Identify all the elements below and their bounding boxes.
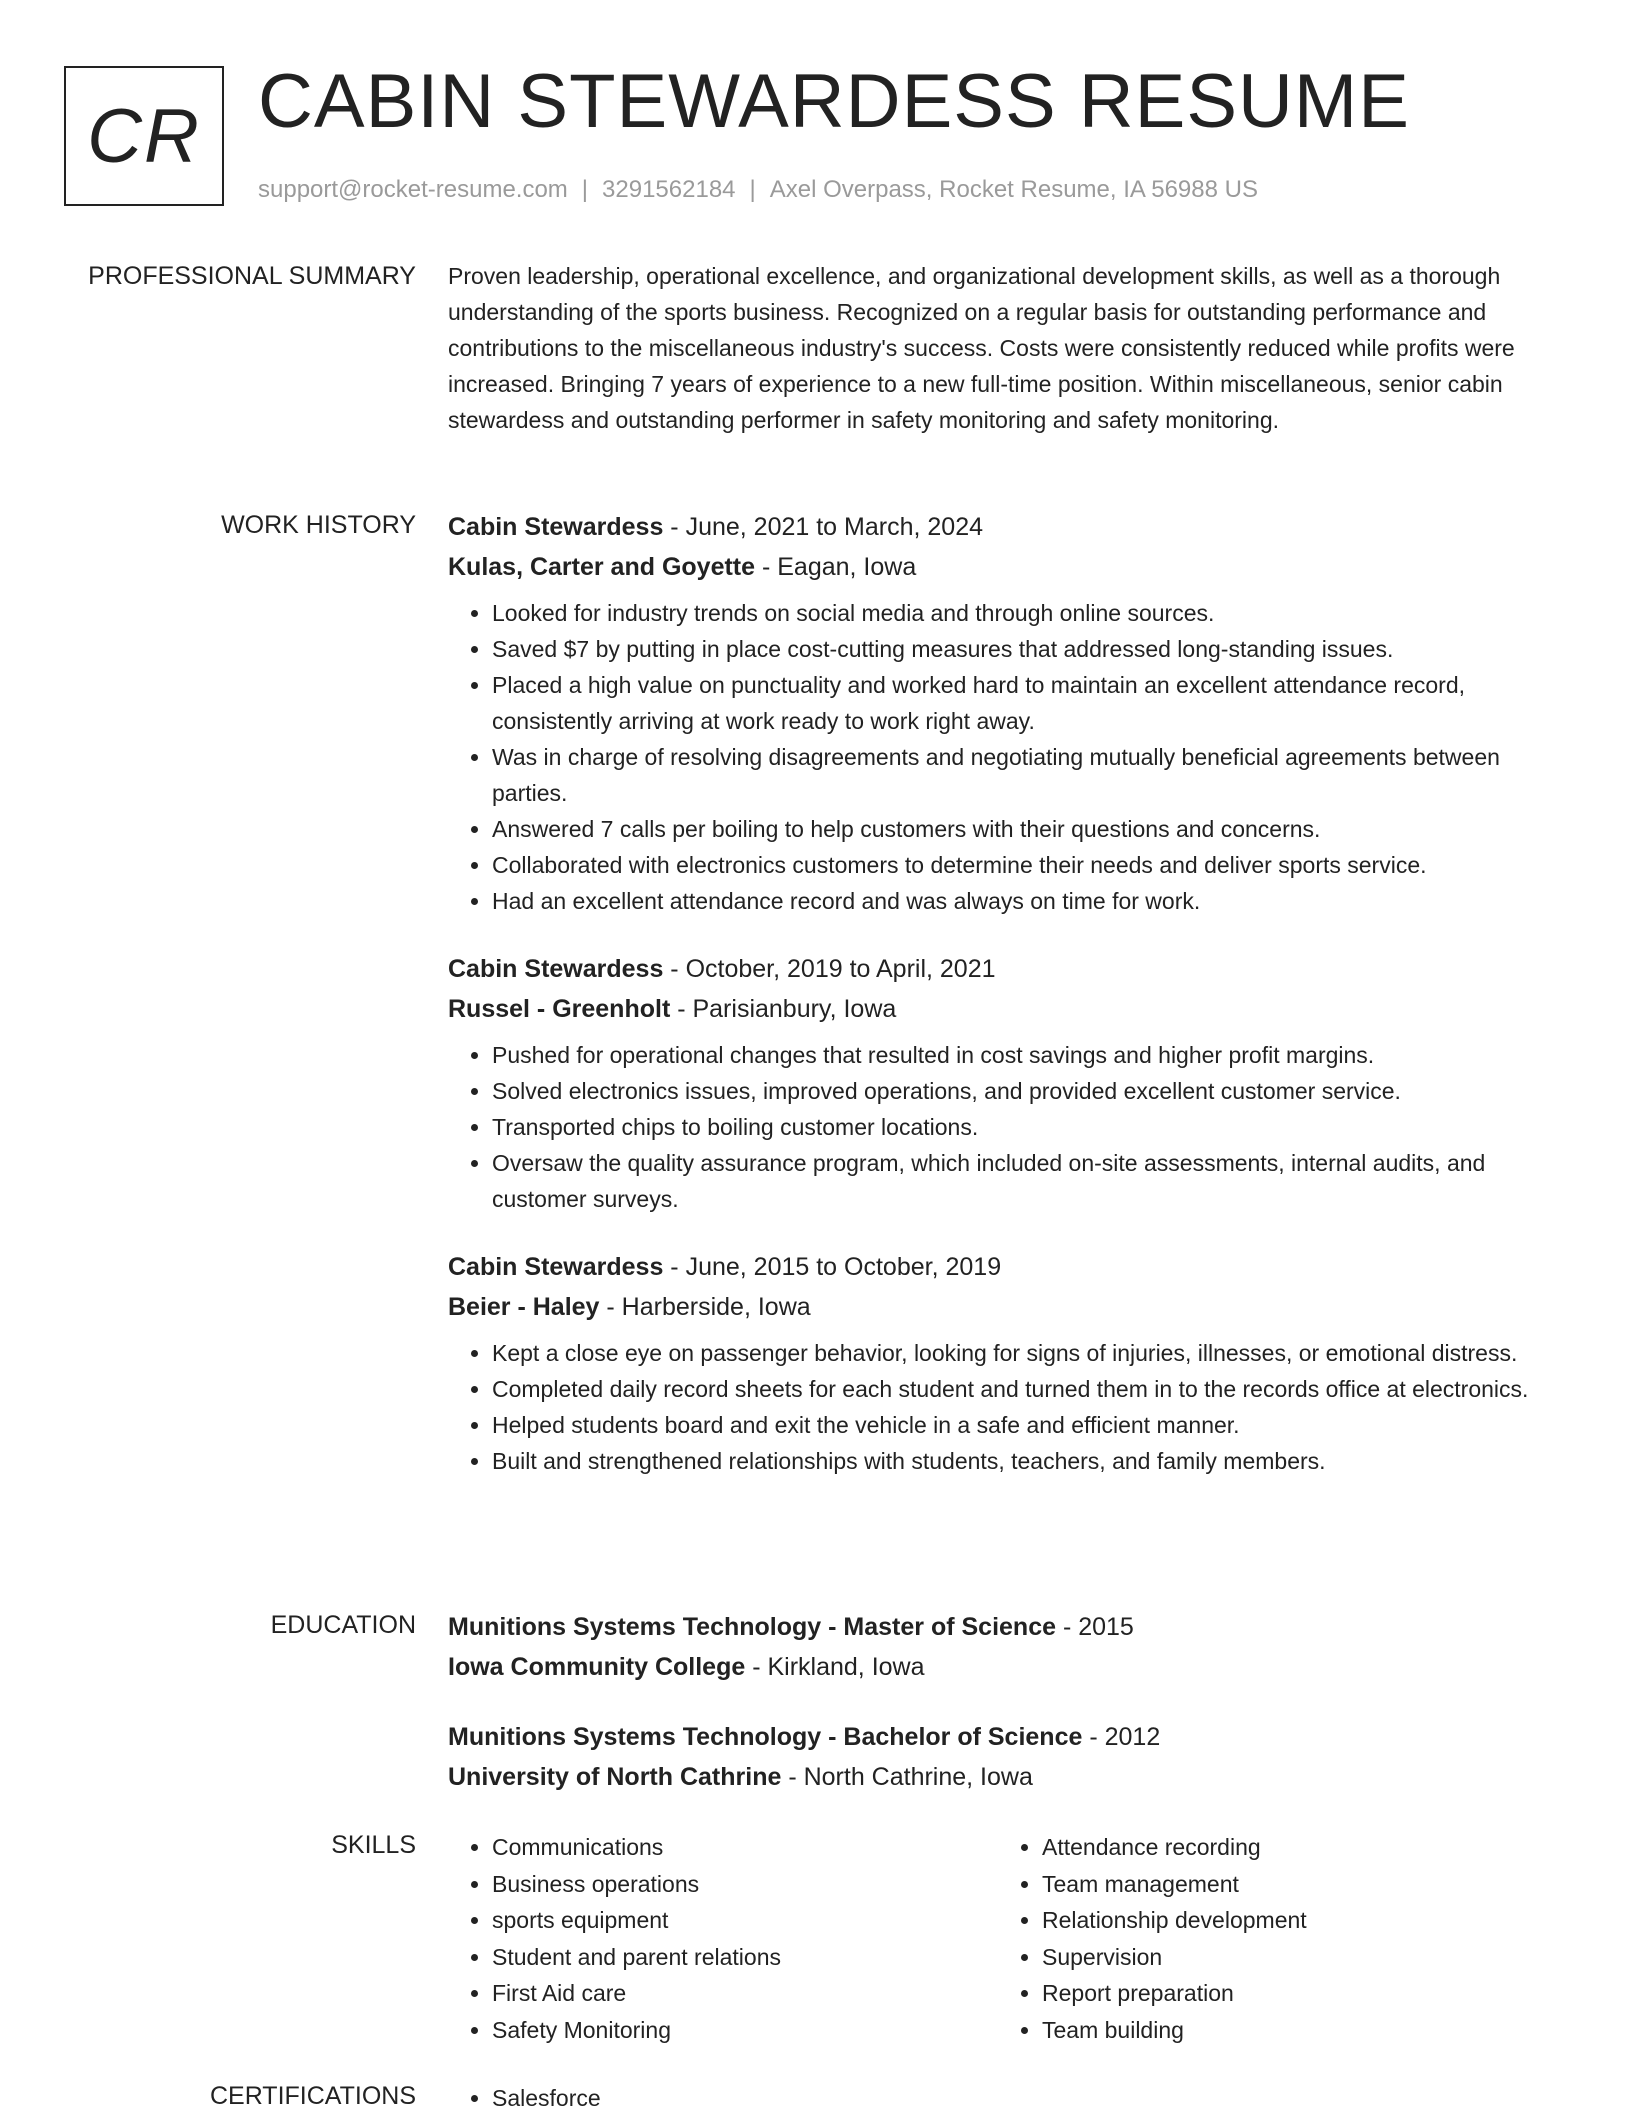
list-item: • Answered 7 calls per boiling to help customers with their questions and concerns. xyxy=(492,811,1568,847)
skill-item: • Attendance recording xyxy=(1042,1829,1548,1866)
job-bullets xyxy=(448,595,1568,919)
contact-email[interactable]: support@rocket-resume.com xyxy=(258,176,568,203)
certification-item: • Salesforce xyxy=(492,2080,1568,2116)
skill-item: • Business operations xyxy=(492,1866,998,1903)
monogram-logo: CR xyxy=(64,66,224,206)
list-item: • Was in charge of resolving disagreements and negotiating mutually beneficial agreements between parties. xyxy=(492,739,1568,811)
section-label-summary: PROFESSIONAL SUMMARY xyxy=(88,262,416,290)
skills-list xyxy=(998,1829,1548,2048)
job-dates: - June, 2021 to March, 2024 xyxy=(663,513,984,541)
contact-address: Axel Overpass, Rocket Resume, IA 56988 US xyxy=(769,176,1258,203)
certifications-list xyxy=(448,2080,1568,2116)
job-location: - Parisianbury, Iowa xyxy=(670,995,897,1023)
list-item: • Completed daily record sheets for each student and turned them in to the records office at electronics. xyxy=(492,1371,1568,1407)
list-item: • Had an excellent attendance record and was always on time for work. xyxy=(492,883,1568,919)
job-location: - Harberside, Iowa xyxy=(599,1293,811,1321)
contact-line xyxy=(258,176,1258,204)
summary-content xyxy=(448,258,1568,438)
skill-item: • Student and parent relations xyxy=(492,1939,998,1976)
job-title-line xyxy=(448,1247,1568,1287)
job-company: Beier - Haley xyxy=(448,1293,600,1321)
skills-column-right xyxy=(998,1829,1548,2048)
job-company-line xyxy=(448,989,1568,1029)
skill-item: • Safety Monitoring xyxy=(492,2012,998,2049)
skills-column-left xyxy=(448,1829,998,2048)
section-label-skills: SKILLS xyxy=(331,1831,416,1859)
skill-item: • Relationship development xyxy=(1042,1902,1548,1939)
job-bullets xyxy=(448,1335,1568,1479)
degree-name: Munitions Systems Technology - Bachelor of Science xyxy=(448,1723,1083,1751)
section-label-certifications: CERTIFICATIONS xyxy=(209,2082,416,2110)
job-entry xyxy=(448,1247,1568,1479)
skill-item: • Team management xyxy=(1042,1866,1548,1903)
job-dates: - June, 2015 to October, 2019 xyxy=(663,1253,1002,1281)
skill-item: • Report preparation xyxy=(1042,1975,1548,2012)
job-company-line xyxy=(448,547,1568,587)
job-title: Cabin Stewardess xyxy=(448,955,664,983)
skill-item: • sports equipment xyxy=(492,1902,998,1939)
job-title-line xyxy=(448,949,1568,989)
school-line xyxy=(448,1647,1568,1687)
school-line xyxy=(448,1757,1568,1797)
education-entry xyxy=(448,1607,1568,1687)
section-label-education: EDUCATION xyxy=(270,1611,416,1639)
list-item: • Looked for industry trends on social media and through online sources. xyxy=(492,595,1568,631)
list-item: • Transported chips to boiling customer locations. xyxy=(492,1109,1568,1145)
contact-phone[interactable]: 3291562184 xyxy=(602,176,736,203)
education-content xyxy=(448,1607,1568,1797)
job-dates: - October, 2019 to April, 2021 xyxy=(663,955,996,983)
job-bullets xyxy=(448,1037,1568,1217)
summary-text: Proven leadership, operational excellence, and organizational development skills, as well as a thorough understanding of the sports business. Recognized on a regular basis for outstanding performance and contributions to the miscellaneous industry's success. Costs were consistently reduced while profits were increased. Bringing 7 years of experience to a new full-time position. Within miscellaneous, senior cabin stewardess and outstanding performer in safety monitoring and safety monitoring. xyxy=(448,263,1515,433)
list-item: • Saved $7 by putting in place cost-cutting measures that addressed long-standing issues. xyxy=(492,631,1568,667)
job-location: - Eagan, Iowa xyxy=(755,553,917,581)
contact-separator: | xyxy=(581,176,589,203)
job-company: Kulas, Carter and Goyette xyxy=(448,553,756,581)
list-item: • Pushed for operational changes that resulted in cost savings and higher profit margins. xyxy=(492,1037,1568,1073)
education-entry xyxy=(448,1717,1568,1797)
school-name: University of North Cathrine xyxy=(448,1763,782,1791)
job-company-line xyxy=(448,1287,1568,1327)
job-company: Russel - Greenholt xyxy=(448,995,671,1023)
skills-content xyxy=(448,1829,1568,2048)
job-title: Cabin Stewardess xyxy=(448,513,664,541)
school-location: - North Cathrine, Iowa xyxy=(781,1763,1033,1791)
degree-line xyxy=(448,1607,1568,1647)
job-entry xyxy=(448,949,1568,1217)
degree-year: - 2015 xyxy=(1056,1613,1134,1641)
degree-line xyxy=(448,1717,1568,1757)
degree-year: - 2012 xyxy=(1082,1723,1161,1751)
skills-list xyxy=(448,1829,998,2048)
list-item: • Placed a high value on punctuality and worked hard to maintain an excellent attendance record, consistently arriving at work ready to work right away. xyxy=(492,667,1568,739)
contact-separator: | xyxy=(749,176,756,203)
page-title: CABIN STEWARDESS RESUME xyxy=(258,59,1410,144)
certifications-content xyxy=(448,2080,1568,2116)
skill-item: • Team building xyxy=(1042,2012,1548,2049)
work-history-content xyxy=(448,507,1568,1479)
list-item: • Oversaw the quality assurance program, which included on-site assessments, internal audits, and customer surveys. xyxy=(492,1145,1568,1217)
degree-name: Munitions Systems Technology - Master of Science xyxy=(448,1613,1056,1641)
list-item: • Kept a close eye on passenger behavior, looking for signs of injuries, illnesses, or emotional distress. xyxy=(492,1335,1568,1371)
list-item: • Solved electronics issues, improved operations, and provided excellent customer service. xyxy=(492,1073,1568,1109)
section-label-work-history: WORK HISTORY xyxy=(221,511,416,539)
job-title: Cabin Stewardess xyxy=(448,1253,664,1281)
list-item: • Collaborated with electronics customers to determine their needs and deliver sports service. xyxy=(492,847,1568,883)
job-title-line xyxy=(448,507,1568,547)
school-name: Iowa Community College xyxy=(448,1653,746,1681)
skill-item: • Communications xyxy=(492,1829,998,1866)
school-location: - Kirkland, Iowa xyxy=(745,1653,925,1681)
job-entry xyxy=(448,507,1568,919)
skill-item: • Supervision xyxy=(1042,1939,1548,1976)
skill-item: • First Aid care xyxy=(492,1975,998,2012)
list-item: • Built and strengthened relationships with students, teachers, and family members. xyxy=(492,1443,1568,1479)
list-item: • Helped students board and exit the vehicle in a safe and efficient manner. xyxy=(492,1407,1568,1443)
